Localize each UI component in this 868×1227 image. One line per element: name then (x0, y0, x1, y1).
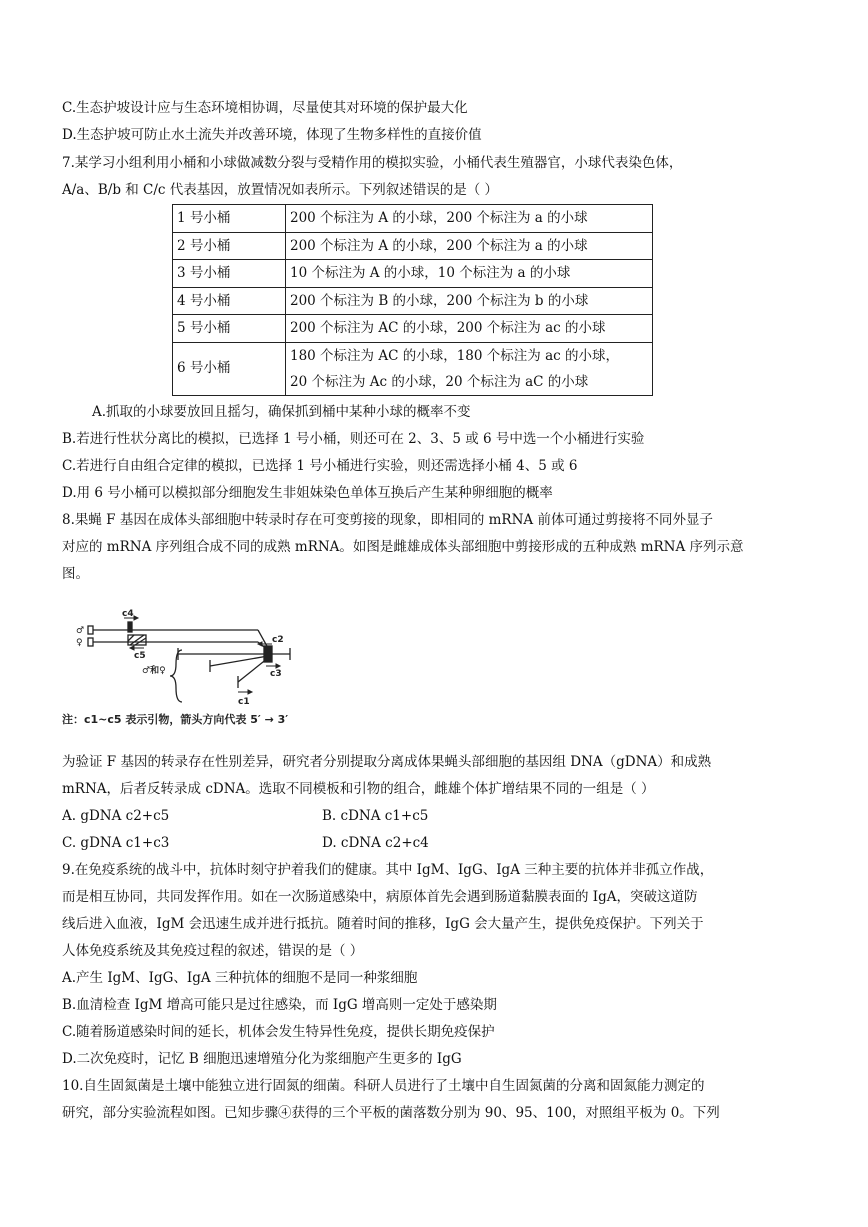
question-8-option-a: A. gDNA c2+c5 (62, 808, 170, 824)
table-row (173, 232, 653, 260)
bucket-content-cell (286, 260, 653, 288)
table-row (173, 287, 653, 315)
question-9-stem-line1: 9.在免疫系统的战斗中，抗体时刻守护着我们的健康。其中 IgM、IgG、IgA 三种主要的抗体并非孤立作战， (62, 862, 714, 878)
question-9-option-b: B.血清检查 IgM 增高可能只是过往感染，而 IgG 增高则一定处于感染期 (62, 997, 497, 1013)
exon-c4 (128, 622, 132, 632)
question-8-option-d: D. cDNA c2+c4 (322, 835, 429, 851)
exon-start-male (88, 626, 93, 634)
table-row (173, 315, 653, 343)
bucket-content-line: 200 个标注为 A 的小球，200 个标注为 a 的小球 (290, 210, 588, 226)
exon-start-female (88, 638, 93, 646)
label-c1: c1 (238, 697, 250, 707)
figure-note: 注：c1~c5 表示引物，箭头方向代表 5′ → 3′ (62, 713, 289, 726)
arrow-c3-icon (276, 664, 280, 668)
question-7-stem-line1: 7.某学习小组利用小桶和小球做减数分裂与受精作用的模拟实验，小桶代表生殖器官，小球代表染色体， (62, 155, 683, 171)
bucket-content-line: 20 个标注为 Ac 的小球，20 个标注为 aC 的小球 (290, 373, 589, 390)
bucket-content-cell (286, 315, 653, 343)
question-10-stem-line2: 研究，部分实验流程如图。已知步骤④获得的三个平板的菌落数分别为 90、95、100，对照组平板为 0。下列 (62, 1105, 720, 1121)
bucket-content-line: 200 个标注为 B 的小球，200 个标注为 b 的小球 (290, 292, 589, 309)
question-9-stem-line3: 线后进入血液，IgM 会迅速生成并进行抵抗。随着时间的推移，IgG 会大量产生，提供免疫保护。下列关于 (62, 916, 704, 932)
question-7-option-b: B.若进行性状分离比的模拟，已选择 1 号小桶，则还可在 2、3、5 或 6 号中选一个小桶进行实验 (62, 431, 645, 447)
bucket-content-line: 10 个标注为 A 的小球，10 个标注为 a 的小球 (290, 265, 571, 281)
bucket-table (172, 204, 653, 396)
question-9-option-d: D.二次免疫时，记忆 B 细胞迅速增殖分化为浆细胞产生更多的 IgG (62, 1051, 462, 1067)
bucket-content-line: 180 个标注为 AC 的小球，180 个标注为 ac 的小球， (290, 347, 619, 364)
question-8-option-c: C. gDNA c1+c3 (62, 835, 170, 851)
question-8-stem-line5: mRNA，后者反转录成 cDNA。选取不同模板和引物的组合，雌雄个体扩增结果不同的一组是（ ） (62, 781, 655, 797)
bucket-content-line: 200 个标注为 A 的小球，200 个标注为 a 的小球 (290, 237, 588, 254)
bracket (170, 650, 182, 702)
question-8-stem-line2: 对应的 mRNA 序列组合成不同的成熟 mRNA。如图是雌雄成体头部细胞中剪接形成的五种成熟 mRNA 序列示意 (62, 539, 744, 555)
question-9-stem-line4: 人体免疫系统及其免疫过程的叙述，错误的是（ ） (62, 943, 364, 959)
question-7-stem-line2: A/a、B/b 和 C/c 代表基因，放置情况如表所示。下列叙述错误的是（ ） (62, 182, 499, 198)
table-row (173, 205, 653, 233)
bucket-name-cell: 6 号小桶 (173, 342, 286, 395)
label-male: ♂ (76, 626, 85, 636)
table-row (173, 260, 653, 288)
bucket-content-cell (286, 232, 653, 260)
option-c-previous: C.生态护坡设计应与生态环境相协调，尽量使其对环境的保护最大化 (62, 100, 468, 116)
label-both: ♂和♀ (142, 666, 166, 676)
label-c4: c4 (122, 609, 134, 619)
question-9-option-a: A.产生 IgM、IgG、IgA 三种抗体的细胞不是同一种浆细胞 (62, 970, 418, 986)
label-c3: c3 (270, 669, 282, 679)
question-7-option-a: A.抓取的小球要放回且摇匀，确保抓到桶中某种小球的概率不变 (92, 404, 471, 420)
question-9-stem-line2: 而是相互协同，共同发挥作用。如在一次肠道感染中，病原体首先会遇到肠道黏膜表面的 IgA，突破这道防 (62, 889, 698, 905)
option-d-previous: D.生态护坡可防止水土流失并改善环境，体现了生物多样性的直接价值 (62, 127, 482, 143)
label-female: ♀ (76, 638, 83, 648)
arrow-c1-icon (248, 690, 252, 694)
question-9-option-c: C.随着肠道感染时间的延长，机体会发生特异性免疫，提供长期免疫保护 (62, 1024, 495, 1040)
bucket-content-cell (286, 342, 653, 395)
bucket-name-cell: 2 号小桶 (173, 232, 286, 260)
question-7-option-c: C.若进行自由组合定律的模拟，已选择 1 号小桶进行实验，则还需选择小桶 4、5 或 6 (62, 458, 578, 474)
bucket-name-cell: 3 号小桶 (173, 260, 286, 288)
bucket-name-cell: 1 号小桶 (173, 205, 286, 233)
question-7-option-d: D.用 6 号小桶可以模拟部分细胞发生非姐妹染色单体互换后产生某种卵细胞的概率 (62, 485, 553, 501)
question-8-stem-line3: 图。 (62, 566, 89, 582)
bucket-content-cell (286, 205, 653, 233)
table-row (173, 342, 653, 395)
bucket-content-line: 200 个标注为 AC 的小球，200 个标注为 ac 的小球 (290, 320, 606, 336)
question-8-stem-line1: 8.果蝇 F 基因在成体头部细胞中转录时存在可变剪接的现象，即相同的 mRNA 前体可通过剪接将不同外显子 (62, 512, 713, 528)
question-8-option-b: B. cDNA c1+c5 (322, 808, 429, 824)
question-10-stem-line1: 10.自生固氮菌是土壤中能独立进行固氮的细菌。科研人员进行了土壤中自生固氮菌的分离和固氮能力测定的 (62, 1078, 705, 1094)
arrow-c4-icon (134, 616, 138, 620)
arrow-c5-icon (130, 646, 134, 650)
bucket-name-cell: 4 号小桶 (173, 287, 286, 315)
bucket-content-cell (286, 287, 653, 315)
splicing-diagram (62, 598, 352, 710)
bucket-name-cell: 5 号小桶 (173, 315, 286, 343)
label-c5: c5 (134, 651, 146, 661)
exon-c2 (264, 646, 272, 662)
label-c2: c2 (272, 635, 284, 645)
question-8-stem-line4: 为验证 F 基因的转录存在性别差异，研究者分别提取分离成体果蝇头部细胞的基因组 DNA（gDNA）和成熟 (62, 754, 712, 770)
